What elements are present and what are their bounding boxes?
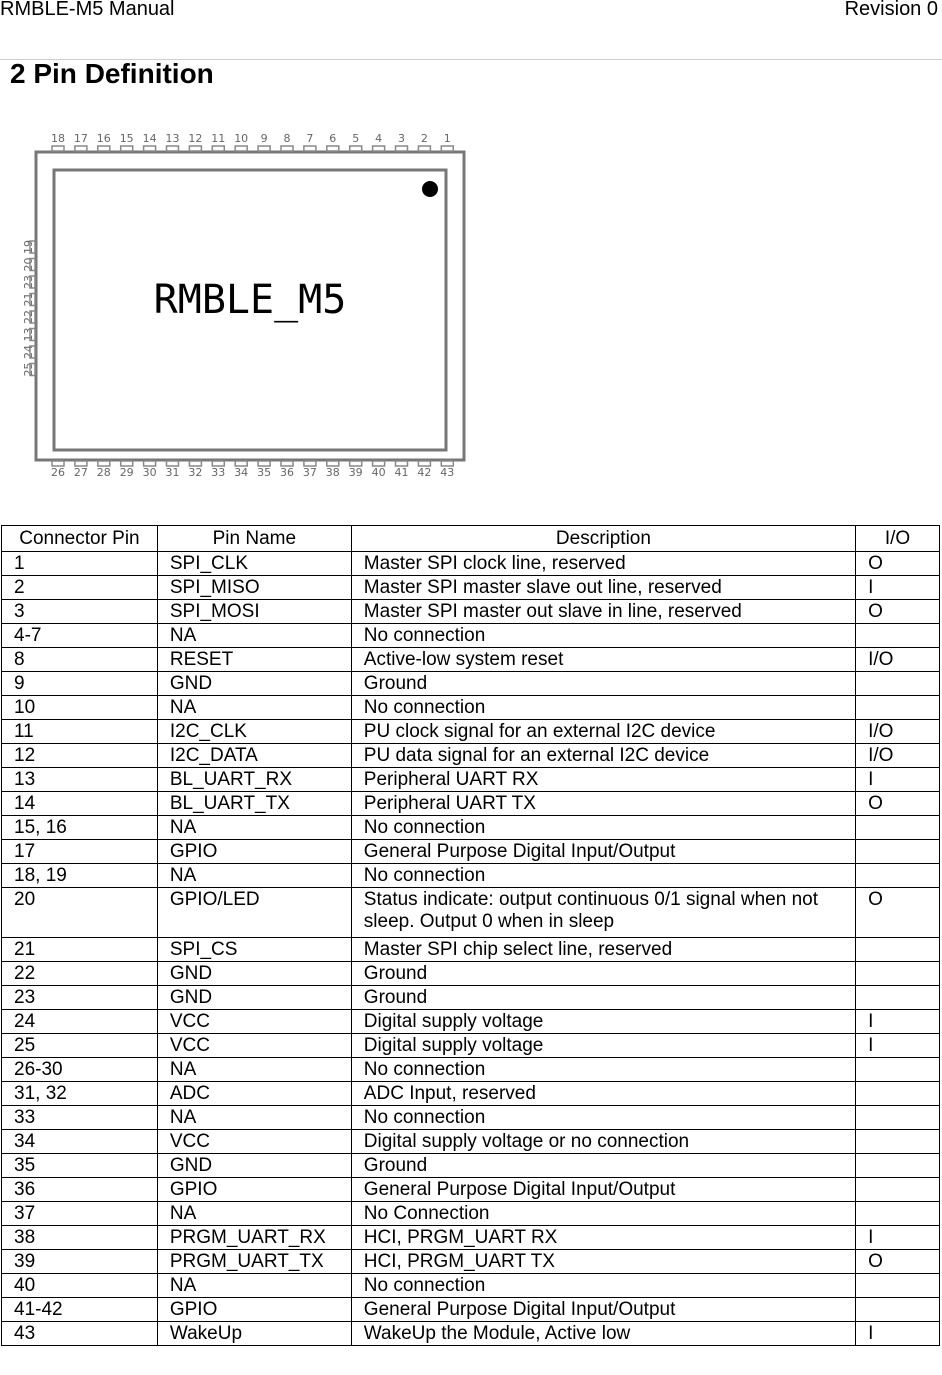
top-pin-label: 6 bbox=[329, 132, 337, 145]
table-row bbox=[2, 648, 940, 672]
cell-pin-name: NA bbox=[157, 696, 351, 720]
cell-description: Ground bbox=[351, 1154, 855, 1178]
left-pin-label: 20 bbox=[22, 257, 35, 272]
bottom-pin-label: 40 bbox=[371, 466, 386, 479]
top-pin-label: 8 bbox=[283, 132, 291, 145]
cell-io bbox=[856, 962, 940, 986]
top-pin-label: 2 bbox=[420, 132, 428, 145]
cell-description: Master SPI master out slave in line, reserved bbox=[351, 600, 855, 624]
cell-description: No connection bbox=[351, 1058, 855, 1082]
bottom-pin-label: 30 bbox=[142, 466, 157, 479]
cell-io bbox=[856, 696, 940, 720]
top-pin-pad bbox=[396, 146, 408, 151]
cell-pin-name: GPIO bbox=[157, 1298, 351, 1322]
top-pin-pad bbox=[373, 146, 385, 151]
cell-io bbox=[856, 624, 940, 648]
cell-description: General Purpose Digital Input/Output bbox=[351, 840, 855, 864]
top-pin-pad bbox=[167, 146, 179, 151]
top-pin-label: 13 bbox=[165, 132, 180, 145]
cell-connector-pin: 34 bbox=[2, 1130, 158, 1154]
table-row bbox=[2, 552, 940, 576]
cell-description: Peripheral UART TX bbox=[351, 792, 855, 816]
cell-connector-pin: 38 bbox=[2, 1226, 158, 1250]
cell-connector-pin: 21 bbox=[2, 938, 158, 962]
bottom-pin-label: 34 bbox=[234, 466, 249, 479]
cell-pin-name: VCC bbox=[157, 1130, 351, 1154]
cell-pin-name: SPI_CLK bbox=[157, 552, 351, 576]
cell-io: I bbox=[856, 1226, 940, 1250]
left-pin-label: 22 bbox=[22, 310, 35, 324]
bottom-pin-label: 27 bbox=[73, 466, 88, 479]
top-pin-pad bbox=[418, 146, 430, 151]
cell-io bbox=[856, 1082, 940, 1106]
table-row bbox=[2, 576, 940, 600]
cell-description: PU data signal for an external I2C device bbox=[351, 744, 855, 768]
top-pin-label: 3 bbox=[398, 132, 405, 145]
left-pin-label: 24 bbox=[22, 345, 35, 359]
header-io: I/O bbox=[856, 526, 940, 552]
cell-io bbox=[856, 1178, 940, 1202]
left-pin-label: 21 bbox=[22, 292, 35, 307]
cell-io: I bbox=[856, 1010, 940, 1034]
table-row bbox=[2, 1082, 940, 1106]
cell-description: PU clock signal for an external I2C device bbox=[351, 720, 855, 744]
cell-pin-name: NA bbox=[157, 624, 351, 648]
cell-description: Master SPI clock line, reserved bbox=[351, 552, 855, 576]
bottom-pin-label: 29 bbox=[119, 466, 134, 479]
bottom-pin-label: 32 bbox=[188, 466, 203, 479]
cell-description: HCI, PRGM_UART RX bbox=[351, 1226, 855, 1250]
table-row bbox=[2, 1058, 940, 1082]
cell-description: Ground bbox=[351, 672, 855, 696]
table-row bbox=[2, 672, 940, 696]
cell-pin-name: BL_UART_RX bbox=[157, 768, 351, 792]
cell-io: I bbox=[856, 768, 940, 792]
table-row bbox=[2, 624, 940, 648]
top-pin-pad bbox=[121, 146, 133, 151]
cell-description: No connection bbox=[351, 1274, 855, 1298]
cell-pin-name: GND bbox=[157, 962, 351, 986]
table-row bbox=[2, 1322, 940, 1346]
cell-connector-pin: 17 bbox=[2, 840, 158, 864]
table-row bbox=[2, 1274, 940, 1298]
top-pin-label: 4 bbox=[375, 132, 383, 145]
cell-pin-name: SPI_CS bbox=[157, 938, 351, 962]
cell-description: Ground bbox=[351, 962, 855, 986]
cell-connector-pin: 9 bbox=[2, 672, 158, 696]
cell-io: O bbox=[856, 792, 940, 816]
cell-pin-name: PRGM_UART_TX bbox=[157, 1250, 351, 1274]
top-pin-label: 15 bbox=[119, 132, 134, 145]
cell-pin-name: NA bbox=[157, 1274, 351, 1298]
cell-io: I bbox=[856, 1034, 940, 1058]
cell-connector-pin: 3 bbox=[2, 600, 158, 624]
page-header-right: Revision 0 bbox=[844, 0, 938, 20]
top-pin-label: 5 bbox=[352, 132, 360, 145]
cell-pin-name: NA bbox=[157, 816, 351, 840]
cell-connector-pin: 23 bbox=[2, 986, 158, 1010]
pin-definition-table bbox=[1, 525, 940, 1346]
cell-description: HCI, PRGM_UART TX bbox=[351, 1250, 855, 1274]
cell-io: I/O bbox=[856, 744, 940, 768]
header-description: Description bbox=[351, 526, 855, 552]
cell-description: Ground bbox=[351, 986, 855, 1010]
page-header-left: RMBLE-M5 Manual bbox=[0, 0, 175, 20]
cell-io: I bbox=[856, 1322, 940, 1346]
left-pin-label: 13 bbox=[22, 327, 35, 342]
cell-description: General Purpose Digital Input/Output bbox=[351, 1298, 855, 1322]
cell-io bbox=[856, 938, 940, 962]
top-pin-pad bbox=[281, 146, 293, 151]
left-pin-label: 25 bbox=[22, 362, 35, 377]
top-pin-pad bbox=[98, 146, 110, 151]
bottom-pin-label: 42 bbox=[417, 466, 432, 479]
cell-pin-name: PRGM_UART_RX bbox=[157, 1226, 351, 1250]
cell-description: Master SPI chip select line, reserved bbox=[351, 938, 855, 962]
section-title: 2 Pin Definition bbox=[10, 58, 214, 89]
cell-io bbox=[856, 1298, 940, 1322]
top-pin-pad bbox=[258, 146, 270, 151]
cell-connector-pin: 40 bbox=[2, 1274, 158, 1298]
cell-pin-name: NA bbox=[157, 1202, 351, 1226]
cell-connector-pin: 36 bbox=[2, 1178, 158, 1202]
cell-description: Master SPI master slave out line, reserved bbox=[351, 576, 855, 600]
cell-description: No connection bbox=[351, 1106, 855, 1130]
cell-description: Digital supply voltage bbox=[351, 1010, 855, 1034]
top-pin-pad bbox=[144, 146, 156, 151]
module-pin-diagram bbox=[18, 130, 478, 480]
table-row bbox=[2, 864, 940, 888]
pin1-marker-icon bbox=[422, 181, 438, 197]
cell-description: Digital supply voltage or no connection bbox=[351, 1130, 855, 1154]
cell-pin-name: ADC bbox=[157, 1082, 351, 1106]
table-header-row bbox=[2, 526, 940, 552]
top-pin-pad bbox=[350, 146, 362, 151]
cell-description: Status indicate: output continuous 0/1 signal when not sleep. Output 0 when in sleep bbox=[351, 888, 855, 938]
cell-io bbox=[856, 1058, 940, 1082]
table-row bbox=[2, 962, 940, 986]
cell-connector-pin: 4-7 bbox=[2, 624, 158, 648]
top-pin-label: 1 bbox=[443, 132, 451, 145]
top-pin-label: 9 bbox=[260, 132, 268, 145]
table-row bbox=[2, 1010, 940, 1034]
cell-io bbox=[856, 986, 940, 1010]
table-row bbox=[2, 1226, 940, 1250]
cell-description: No Connection bbox=[351, 1202, 855, 1226]
cell-connector-pin: 1 bbox=[2, 552, 158, 576]
bottom-pin-label: 31 bbox=[165, 466, 180, 479]
top-pin-label: 12 bbox=[188, 132, 203, 145]
cell-connector-pin: 24 bbox=[2, 1010, 158, 1034]
table-row bbox=[2, 744, 940, 768]
cell-description: Digital supply voltage bbox=[351, 1034, 855, 1058]
cell-connector-pin: 18, 19 bbox=[2, 864, 158, 888]
top-pin-pad bbox=[441, 146, 453, 151]
cell-io bbox=[856, 816, 940, 840]
table-row bbox=[2, 938, 940, 962]
cell-io: I/O bbox=[856, 648, 940, 672]
table-row bbox=[2, 1106, 940, 1130]
cell-connector-pin: 25 bbox=[2, 1034, 158, 1058]
top-pin-label: 17 bbox=[73, 132, 88, 145]
cell-pin-name: GPIO bbox=[157, 1178, 351, 1202]
cell-connector-pin: 8 bbox=[2, 648, 158, 672]
header-connector-pin: Connector Pin bbox=[2, 526, 158, 552]
cell-description: No connection bbox=[351, 696, 855, 720]
cell-pin-name: GND bbox=[157, 986, 351, 1010]
left-pin-label: 19 bbox=[22, 240, 35, 254]
cell-pin-name: VCC bbox=[157, 1010, 351, 1034]
cell-pin-name: SPI_MISO bbox=[157, 576, 351, 600]
bottom-pin-label: 26 bbox=[51, 466, 65, 479]
table-row bbox=[2, 1298, 940, 1322]
cell-description: No connection bbox=[351, 624, 855, 648]
top-pin-pad bbox=[75, 146, 87, 151]
cell-description: WakeUp the Module, Active low bbox=[351, 1322, 855, 1346]
cell-connector-pin: 41-42 bbox=[2, 1298, 158, 1322]
bottom-pin-label: 28 bbox=[96, 466, 111, 479]
cell-description: ADC Input, reserved bbox=[351, 1082, 855, 1106]
cell-pin-name: BL_UART_TX bbox=[157, 792, 351, 816]
cell-io bbox=[856, 1154, 940, 1178]
header-pin-name: Pin Name bbox=[157, 526, 351, 552]
top-pin-pad bbox=[189, 146, 201, 151]
top-pin-pad bbox=[52, 146, 64, 151]
table-row bbox=[2, 840, 940, 864]
cell-io: O bbox=[856, 1250, 940, 1274]
cell-pin-name: SPI_MOSI bbox=[157, 600, 351, 624]
table-row bbox=[2, 1154, 940, 1178]
cell-io bbox=[856, 840, 940, 864]
table-row bbox=[2, 1130, 940, 1154]
cell-description: Peripheral UART RX bbox=[351, 768, 855, 792]
top-pin-label: 16 bbox=[96, 132, 111, 145]
bottom-pin-label: 35 bbox=[257, 466, 272, 479]
top-pin-pad bbox=[235, 146, 247, 151]
table-row bbox=[2, 888, 940, 938]
cell-io: I bbox=[856, 576, 940, 600]
cell-connector-pin: 14 bbox=[2, 792, 158, 816]
cell-pin-name: NA bbox=[157, 1058, 351, 1082]
cell-io bbox=[856, 1130, 940, 1154]
bottom-pin-label: 43 bbox=[440, 466, 455, 479]
table-row bbox=[2, 792, 940, 816]
cell-pin-name: VCC bbox=[157, 1034, 351, 1058]
cell-io bbox=[856, 864, 940, 888]
chip-label: RMBLE_M5 bbox=[153, 277, 347, 323]
cell-description: No connection bbox=[351, 864, 855, 888]
cell-connector-pin: 15, 16 bbox=[2, 816, 158, 840]
cell-connector-pin: 2 bbox=[2, 576, 158, 600]
cell-pin-name: WakeUp bbox=[157, 1322, 351, 1346]
cell-pin-name: GPIO bbox=[157, 840, 351, 864]
bottom-pin-label: 33 bbox=[211, 466, 226, 479]
cell-io bbox=[856, 1106, 940, 1130]
cell-io: I/O bbox=[856, 720, 940, 744]
cell-connector-pin: 26-30 bbox=[2, 1058, 158, 1082]
cell-pin-name: GPIO/LED bbox=[157, 888, 351, 938]
cell-connector-pin: 31, 32 bbox=[2, 1082, 158, 1106]
top-pin-label: 14 bbox=[142, 132, 157, 145]
table-row bbox=[2, 600, 940, 624]
cell-io bbox=[856, 1202, 940, 1226]
cell-connector-pin: 43 bbox=[2, 1322, 158, 1346]
top-pin-pad bbox=[327, 146, 339, 151]
bottom-pin-label: 41 bbox=[394, 466, 409, 479]
cell-connector-pin: 10 bbox=[2, 696, 158, 720]
bottom-pin-label: 39 bbox=[348, 466, 363, 479]
table-row bbox=[2, 768, 940, 792]
table-row bbox=[2, 1034, 940, 1058]
table-row bbox=[2, 720, 940, 744]
table-row bbox=[2, 986, 940, 1010]
table-row bbox=[2, 696, 940, 720]
cell-pin-name: RESET bbox=[157, 648, 351, 672]
cell-connector-pin: 37 bbox=[2, 1202, 158, 1226]
cell-io bbox=[856, 1274, 940, 1298]
cell-connector-pin: 20 bbox=[2, 888, 158, 938]
table-row bbox=[2, 1250, 940, 1274]
top-pin-pad bbox=[212, 146, 224, 151]
table-row bbox=[2, 816, 940, 840]
cell-connector-pin: 13 bbox=[2, 768, 158, 792]
cell-connector-pin: 35 bbox=[2, 1154, 158, 1178]
cell-pin-name: I2C_CLK bbox=[157, 720, 351, 744]
table-row bbox=[2, 1202, 940, 1226]
cell-pin-name: NA bbox=[157, 1106, 351, 1130]
cell-io: O bbox=[856, 600, 940, 624]
cell-io: O bbox=[856, 888, 940, 938]
cell-io: O bbox=[856, 552, 940, 576]
top-pin-label: 7 bbox=[306, 132, 314, 145]
bottom-pin-label: 38 bbox=[325, 466, 340, 479]
cell-io bbox=[856, 672, 940, 696]
top-pin-pad bbox=[304, 146, 316, 151]
left-pin-label: 23 bbox=[22, 275, 35, 289]
cell-description: General Purpose Digital Input/Output bbox=[351, 1178, 855, 1202]
cell-connector-pin: 33 bbox=[2, 1106, 158, 1130]
cell-connector-pin: 11 bbox=[2, 720, 158, 744]
top-pin-label: 11 bbox=[211, 132, 226, 145]
cell-pin-name: GND bbox=[157, 672, 351, 696]
cell-pin-name: NA bbox=[157, 864, 351, 888]
cell-description: Active-low system reset bbox=[351, 648, 855, 672]
cell-connector-pin: 22 bbox=[2, 962, 158, 986]
cell-pin-name: GND bbox=[157, 1154, 351, 1178]
cell-connector-pin: 39 bbox=[2, 1250, 158, 1274]
bottom-pin-label: 37 bbox=[302, 466, 317, 479]
cell-pin-name: I2C_DATA bbox=[157, 744, 351, 768]
cell-connector-pin: 12 bbox=[2, 744, 158, 768]
top-pin-label: 18 bbox=[51, 132, 65, 145]
table-row bbox=[2, 1178, 940, 1202]
top-pin-label: 10 bbox=[234, 132, 249, 145]
bottom-pin-label: 36 bbox=[280, 466, 294, 479]
cell-description: No connection bbox=[351, 816, 855, 840]
